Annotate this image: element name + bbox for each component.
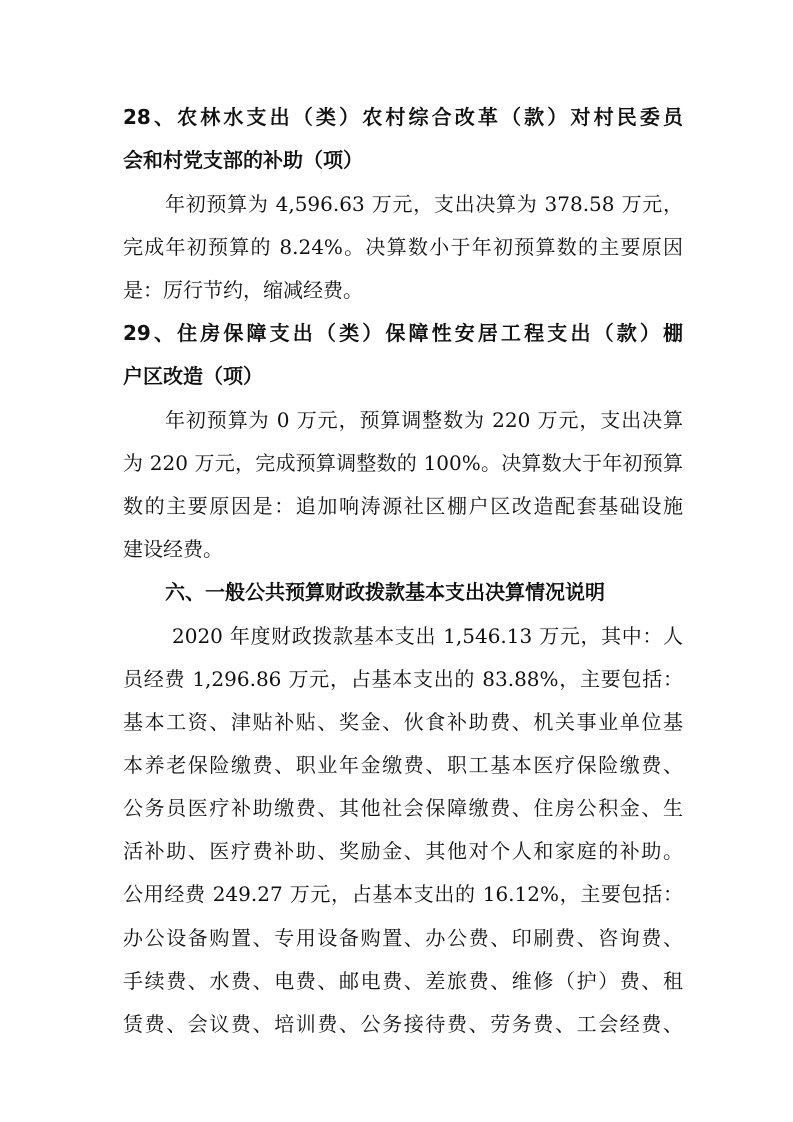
section-28-heading-line-1: 28、农林水支出（类）农村综合改革（款）对村民委员 <box>123 105 683 129</box>
section-6-paragraph-line-9: 手续费、水费、电费、邮电费、差旅费、维修（护）费、租 <box>123 969 683 993</box>
section-6-paragraph-line-1: 2020 年度财政拨款基本支出 1,546.13 万元，其中：人 <box>172 624 683 648</box>
section-29-heading-line-1: 29、住房保障支出（类）保障性安居工程支出（款）棚 <box>123 321 683 345</box>
section-29-paragraph-line-2: 为 220 万元，完成预算调整数的 100%。决算数大于年初预算 <box>123 451 683 475</box>
section-6-paragraph-line-2: 员经费 1,296.86 万元，占基本支出的 83.88%，主要包括： <box>123 667 683 691</box>
section-6-paragraph-line-10: 赁费、会议费、培训费、公务接待费、劳务费、工会经费、 <box>123 1012 683 1036</box>
section-29-heading-line-2: 户区改造（项） <box>123 364 263 388</box>
section-6-paragraph-line-7: 公用经费 249.27 万元，占基本支出的 16.12%，主要包括： <box>123 882 683 906</box>
section-6-paragraph-line-6: 活补助、医疗费补助、奖励金、其他对个人和家庭的补助。 <box>123 839 683 863</box>
section-29-paragraph-line-4: 建设经费。 <box>123 537 223 561</box>
section-6-paragraph-line-4: 本养老保险缴费、职业年金缴费、职工基本医疗保险缴费、 <box>123 753 683 777</box>
section-28-heading-line-2: 会和村党支部的补助（项） <box>123 148 363 172</box>
section-6-paragraph-line-8: 办公设备购置、专用设备购置、办公费、印刷费、咨询费、 <box>123 926 683 950</box>
section-6-paragraph-line-5: 公务员医疗补助缴费、其他社会保障缴费、住房公积金、生 <box>123 796 683 820</box>
section-6-paragraph-line-3: 基本工资、津贴补贴、奖金、伙食补助费、机关事业单位基 <box>123 710 683 734</box>
section-28-paragraph-line-3: 是：厉行节约，缩减经费。 <box>123 278 363 302</box>
section-28-paragraph-line-1: 年初预算为 4,596.63 万元，支出决算为 378.58 万元， <box>165 192 683 216</box>
section-29-paragraph-line-1: 年初预算为 0 万元，预算调整数为 220 万元，支出决算 <box>165 408 683 432</box>
section-6-heading: 六、一般公共预算财政拨款基本支出决算情况说明 <box>165 580 605 604</box>
section-28-paragraph-line-2: 完成年初预算的 8.24%。决算数小于年初预算数的主要原因 <box>123 235 683 259</box>
section-29-paragraph-line-3: 数的主要原因是：追加响涛源社区棚户区改造配套基础设施 <box>123 494 683 518</box>
